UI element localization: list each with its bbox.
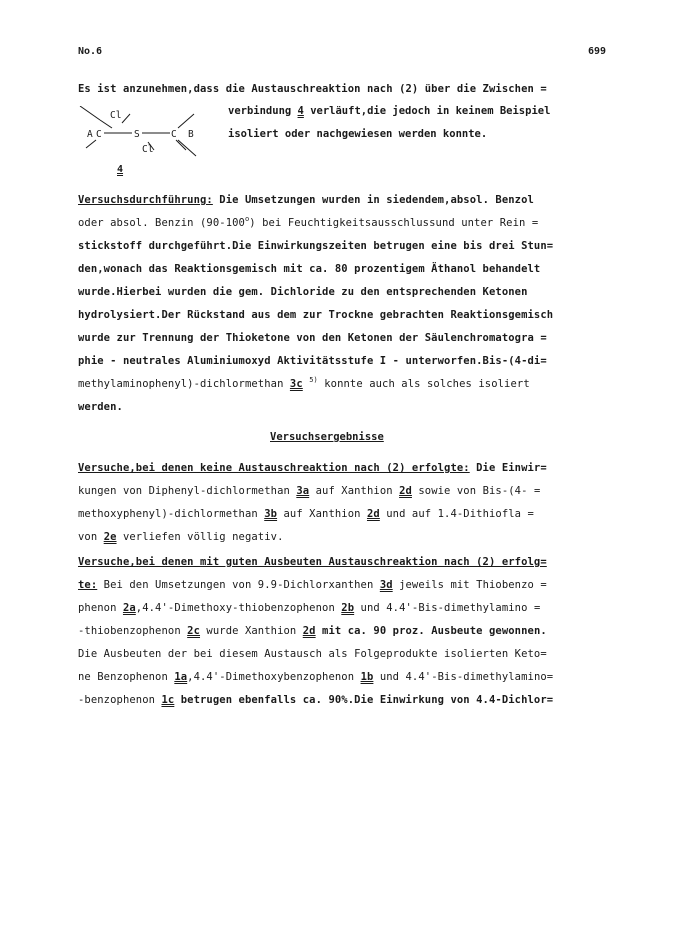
atom-cl-top: Cl xyxy=(110,110,122,121)
intro-line-2: verbindung 4 verläuft,die jedoch in keinem Beispiel xyxy=(228,105,551,117)
bond-a-upper xyxy=(80,106,100,120)
intro-line-3: isoliert oder nachgewiesen werden konnte. xyxy=(228,128,488,140)
durchfuehrung-line-6: hydrolysiert.Der Rückstand aus dem zur Trockne gebrachten Reaktionsgemisch xyxy=(78,309,554,321)
sec1-line-3: methoxyphenyl)-dichlormethan 3b auf Xanthion 2d und auf 1.4-Dithiofla = xyxy=(78,508,534,520)
atom-a: A xyxy=(87,129,93,140)
atom-s: S xyxy=(134,129,140,140)
compound-label: 4 xyxy=(117,164,124,175)
sec1-line-4: von 2e verliefen völlig negativ. xyxy=(78,531,284,543)
atom-c2: C xyxy=(171,129,177,140)
sec2-line-2: phenon 2a,4.4'-Dimethoxy-thiobenzophenon 2b und 4.4'-Bis-dimethylamino = xyxy=(78,602,541,614)
bond-c1-lower xyxy=(86,140,96,148)
section-heading: Versuchsergebnisse xyxy=(270,431,384,443)
sec2-line-1: te: Bei den Umsetzungen von 9.9-Dichlorxanthen 3d jeweils mit Thiobenzo = xyxy=(78,579,547,591)
durchfuehrung-line-4: den,wonach das Reaktionsgemisch mit ca. 80 prozentigem Äthanol behandelt xyxy=(78,263,541,275)
durchfuehrung-line-7: wurde zur Trennung der Thioketone von den Ketonen der Säulenchromatogra = xyxy=(78,332,547,344)
bond-c1-upper xyxy=(100,120,112,128)
bond-cl-top xyxy=(122,114,130,123)
structure-diagram xyxy=(78,106,218,178)
compound-ref: 4 xyxy=(297,105,304,117)
durchfuehrung-line-1: Versuchsdurchführung: Die Umsetzungen wurden in siedendem,absol. Benzol xyxy=(78,194,534,206)
journal-issue: No.6 xyxy=(78,46,103,57)
sec2-heading: Versuche,bei denen mit guten Ausbeuten Austauschreaktion nach (2) erfolg= xyxy=(78,556,547,568)
sec2-line-5: ne Benzophenon 1a,4.4'-Dimethoxybenzophenon 1b und 4.4'-Bis-dimethylamino= xyxy=(78,671,554,683)
sec2-line-6: -benzophenon 1c betrugen ebenfalls ca. 90%.Die Einwirkung von 4.4-Dichlor= xyxy=(78,694,554,706)
atom-b: B xyxy=(188,129,194,140)
atom-cl-bottom: Cl xyxy=(142,144,154,155)
bond-c2-lower xyxy=(176,140,186,150)
atom-c1: C xyxy=(96,129,102,140)
durchfuehrung-line-5: wurde.Hierbei wurden die gem. Dichloride zu den entsprechenden Ketonen xyxy=(78,286,528,298)
durchfuehrung-line-3: stickstoff durchgeführt.Die Einwirkungszeiten betrugen eine bis drei Stun= xyxy=(78,240,554,252)
bond-c2-upper xyxy=(178,114,194,128)
sec2-line-3: -thiobenzophenon 2c wurde Xanthion 2d mit ca. 90 proz. Ausbeute gewonnen. xyxy=(78,625,547,637)
compound-ref: 3c xyxy=(289,378,303,390)
page-number: 699 xyxy=(588,46,607,57)
sec1-heading: Versuche,bei denen keine Austauschreaktion nach (2) erfolgte: xyxy=(78,462,470,474)
durchfuehrung-line-9: methylaminophenyl)-dichlormethan 3c $^{5)}$ konnte auch als solches isoliert xyxy=(78,376,530,390)
sec2-line-4: Die Ausbeuten der bei diesem Austausch als Folgeprodukte isolierten Keto= xyxy=(78,648,547,660)
durchfuehrung-heading: Versuchsdurchführung: xyxy=(78,194,213,206)
durchfuehrung-line-8: phie - neutrales Aluminiumoxyd Aktivitätsstufe I - unterworfen.Bis-(4-di= xyxy=(78,355,547,367)
durchfuehrung-line-10: werden. xyxy=(78,401,123,413)
sec1-line-2: kungen von Diphenyl-dichlormethan 3a auf Xanthion 2d sowie von Bis-(4- = xyxy=(78,485,541,497)
intro-line-1: Es ist anzunehmen,dass die Austauschreaktion nach (2) über die Zwischen = xyxy=(78,83,547,95)
sec1-line-1: Versuche,bei denen keine Austauschreaktion nach (2) erfolgte: Die Einwir= xyxy=(78,462,547,474)
durchfuehrung-line-2: oder absol. Benzin (90-100$^o$) bei Feuchtigkeitsausschlussund unter Rein = xyxy=(78,215,539,229)
bond-b-lower xyxy=(178,140,196,156)
